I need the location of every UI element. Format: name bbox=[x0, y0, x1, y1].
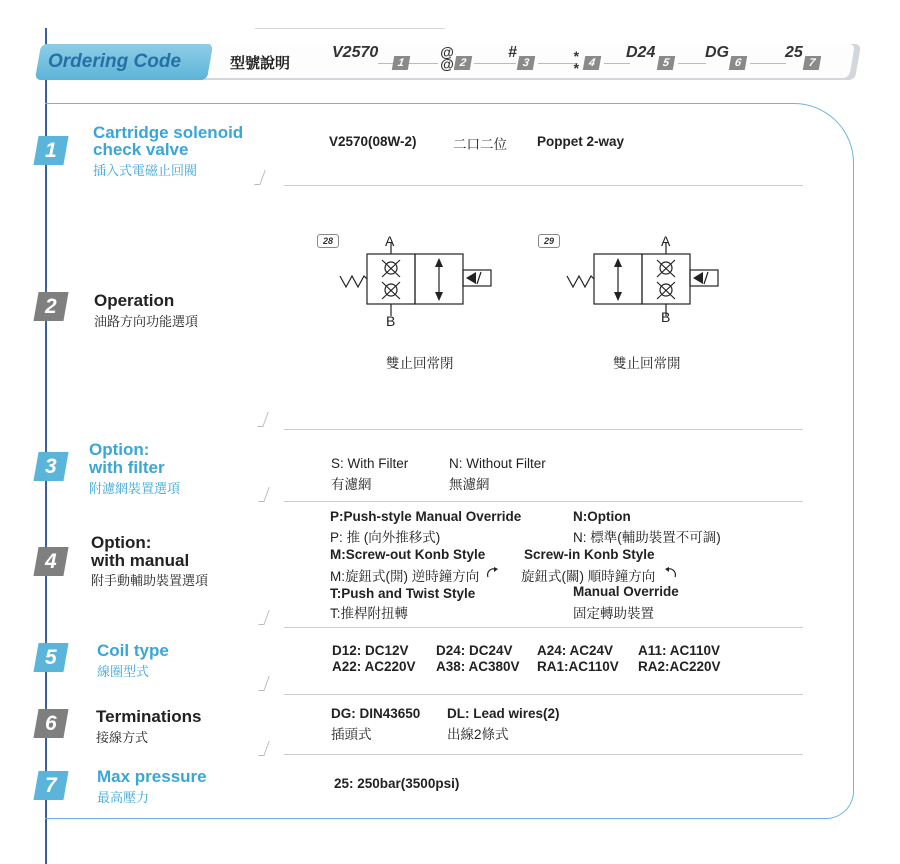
hydraulic-symbol-normally-closed bbox=[330, 232, 500, 332]
section-title-zh: 插入式電磁止回閥 bbox=[93, 163, 198, 178]
option-manual-screw-in: Screw-in Konb Style bbox=[524, 547, 655, 562]
option-manual-n: N:Option bbox=[573, 509, 631, 524]
option-manual-t-zh: T:推桿附扭轉 bbox=[330, 606, 409, 621]
voltage-option: A22: AC220V bbox=[332, 659, 416, 674]
section-number-badge: 6 bbox=[33, 709, 68, 738]
section-title-line: with filter bbox=[89, 458, 165, 477]
code-index-1: 1 bbox=[392, 56, 410, 70]
code-index-4: 4 bbox=[583, 56, 601, 70]
model-number: V2570(08W-2) bbox=[329, 134, 417, 149]
code-index-3: 3 bbox=[517, 56, 535, 70]
diagram-caption: 雙止回常開 bbox=[613, 356, 681, 371]
termination-dl-zh: 出線2條式 bbox=[447, 727, 509, 742]
max-pressure-value: 25: 250bar(3500psi) bbox=[334, 776, 460, 791]
option-manual-screw-in-zh: 旋鈕式(關) 順時鐘方向 bbox=[521, 569, 656, 584]
code-connector bbox=[474, 63, 516, 64]
section-number-badge: 1 bbox=[33, 136, 68, 165]
section-title-line: Option: bbox=[91, 533, 152, 552]
section-title: Operation bbox=[94, 291, 175, 310]
code-part-3: # bbox=[508, 44, 517, 61]
row-divider bbox=[284, 429, 803, 430]
section-number-badge: 3 bbox=[33, 452, 68, 481]
section-number-badge: 4 bbox=[33, 547, 68, 576]
voltage-option: A24: AC24V bbox=[537, 643, 614, 658]
diagram-tag: 29 bbox=[538, 234, 560, 248]
code-connector bbox=[604, 63, 630, 64]
option-manual-t: T:Push and Twist Style bbox=[330, 586, 476, 601]
option-manual-n-zh: N: 標準(輔助裝置不可調) bbox=[573, 530, 721, 545]
diagram-caption: 雙止回常閉 bbox=[386, 356, 454, 371]
option-manual-m-zh: M:旋鈕式(開) 逆時鐘方向 bbox=[330, 569, 480, 584]
port-label-a: A bbox=[661, 233, 671, 249]
option-filter-s: S: With Filter bbox=[331, 456, 409, 471]
section-title-line: check valve bbox=[93, 140, 189, 159]
valve-type-zh: 二口二位 bbox=[453, 137, 507, 152]
row-divider bbox=[284, 185, 803, 186]
section-title-line: Cartridge solenoid bbox=[93, 123, 244, 142]
voltage-option: D24: DC24V bbox=[436, 643, 513, 658]
voltage-option: RA2:AC220V bbox=[638, 659, 721, 674]
code-part-1: V2570 bbox=[332, 44, 379, 61]
top-divider bbox=[255, 28, 445, 29]
code-index-7: 7 bbox=[803, 56, 821, 70]
voltage-option: A11: AC110V bbox=[638, 643, 721, 658]
section-title: Max pressure bbox=[97, 767, 207, 786]
option-filter-s-zh: 有濾網 bbox=[331, 477, 372, 492]
termination-dl: DL: Lead wires(2) bbox=[447, 706, 560, 721]
hydraulic-symbol-normally-open bbox=[557, 232, 727, 332]
option-manual-override: Manual Override bbox=[573, 584, 679, 599]
section-title: Coil type bbox=[97, 641, 169, 660]
section-title: Terminations bbox=[96, 707, 202, 726]
code-connector bbox=[678, 63, 706, 64]
section-title-zh: 接線方式 bbox=[96, 730, 149, 745]
code-connector bbox=[750, 63, 786, 64]
option-manual-m: M:Screw-out Konb Style bbox=[330, 547, 486, 562]
row-divider bbox=[284, 694, 803, 695]
section-title-zh: 線圈型式 bbox=[97, 664, 150, 679]
section-number-badge: 2 bbox=[33, 292, 68, 321]
row-divider bbox=[284, 754, 803, 755]
code-part-6: DG bbox=[705, 44, 729, 61]
valve-type-en: Poppet 2-way bbox=[537, 134, 625, 149]
section-title-zh: 油路方向功能選項 bbox=[94, 314, 199, 329]
termination-dg-zh: 插頭式 bbox=[331, 727, 372, 742]
counterclockwise-icon bbox=[486, 566, 500, 578]
section-number-badge: 5 bbox=[33, 643, 68, 672]
ordering-code-title: Ordering Code bbox=[48, 51, 182, 72]
code-part-4: * * bbox=[573, 48, 579, 76]
option-filter-n: N: Without Filter bbox=[449, 456, 546, 471]
code-part-5: D24 bbox=[626, 44, 656, 61]
diagram-tag: 28 bbox=[317, 234, 339, 248]
clockwise-icon bbox=[663, 566, 677, 578]
option-manual-override-zh: 固定轉助裝置 bbox=[573, 606, 654, 621]
section-title-line: with manual bbox=[91, 551, 190, 570]
code-index-5: 5 bbox=[657, 56, 675, 70]
port-label-a: A bbox=[385, 233, 395, 249]
port-label-b: B bbox=[386, 313, 396, 329]
section-title-zh: 附濾網裝置選項 bbox=[89, 481, 181, 496]
termination-dg: DG: DIN43650 bbox=[331, 706, 421, 721]
option-manual-p: P:Push-style Manual Override bbox=[330, 509, 522, 524]
row-divider bbox=[284, 627, 803, 628]
section-title-zh: 附手動輔助裝置選項 bbox=[91, 573, 209, 588]
section-title-line: Option: bbox=[89, 440, 150, 459]
code-index-2: 2 bbox=[454, 56, 472, 70]
code-part-7: 25 bbox=[785, 44, 803, 61]
code-part-2: @ @ bbox=[440, 44, 454, 72]
code-index-6: 6 bbox=[729, 56, 747, 70]
port-label-b: B bbox=[661, 309, 671, 325]
section-number-badge: 7 bbox=[33, 771, 68, 800]
option-manual-p-zh: P: 推 (向外推移式) bbox=[330, 530, 441, 545]
ordering-code-label: 型號說明 bbox=[230, 55, 291, 72]
code-connector bbox=[538, 63, 578, 64]
option-filter-n-zh: 無濾網 bbox=[449, 477, 490, 492]
row-divider bbox=[284, 501, 803, 502]
voltage-option: RA1:AC110V bbox=[537, 659, 619, 674]
voltage-option: D12: DC12V bbox=[332, 643, 409, 658]
section-title-zh: 最高壓力 bbox=[97, 790, 150, 805]
voltage-option: A38: AC380V bbox=[436, 659, 520, 674]
